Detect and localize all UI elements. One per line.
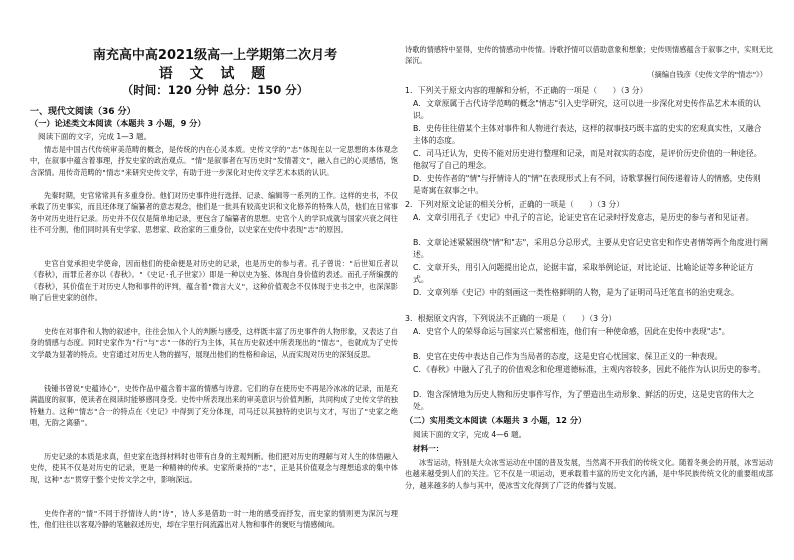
section-heading: 一、现代文阅读（36 分） <box>30 107 136 117</box>
question-2: 2．下列对原文论证的相关分析，正确的一项是（ ）（3 分） <box>405 200 625 209</box>
passage-paragraph: 史传在对事件和人物的叙述中，往往会加入个人的判断与感受，这样既丰富了历史事件的人物形象，又表达了自身的情感与态度。同时史家作为"行"与"志"一体的行为主体，其在历史叙述中所表现出的"情志"，也就成为了史传文学最为显著的特点。史官通过对历史人物的描写，展现出他们的性格和命运，从而实现对历史的深刻反思。 <box>30 327 398 359</box>
instruction-2: 阅读下面的文字，完成 4—6 题。 <box>413 430 527 439</box>
passage-paragraph: 历史记录的本质是求真，但史家在选择材料时也带有自身的主观判断。他们把对历史的理解与对人生的体悟融入史传，使其不仅是对历史的记录，更是一种精神的传承。史家所秉持的"志"，正是其价值观念与理想追求的集中体现，这种"志"贯穿于整个史传文学之中，影响深远。 <box>30 452 398 484</box>
material-label: 材料一： <box>413 444 444 453</box>
q1-option-c: C．司马迁认为，史传不能对历史进行整理和记录，而是对叙实的态度，是评价历史价值的一种途径。他叙写了自己的理念。 <box>413 149 762 170</box>
q2-option-c: C．文章开头，用引入问题提出论点，论据丰富，采取举例论证，对比论证、比喻论证等多种论证方式。 <box>413 263 754 284</box>
passage-paragraph: 史传作者的"情"不同于抒情诗人的"诗"，诗人多是借助一时一地的感受而抒发，而史家的情则更为深沉与理性，他们往往以客观冷静的笔触叙述历史，却在字里行间流露出对人物和事件的褒贬与情感倾向。 <box>30 509 398 530</box>
passage-paragraph: 钱锺书曾说"史蕴诗心"，史传作品中蕴含着丰富的情感与诗意。它们的存在使历史不再是冷冰冰的记录，而是充满温度的叙事，使读者在阅读时能够感同身受。史传中所表现出来的审美意识与价值判断，共同构成了史传文学的独特魅力。这种"情志"合一的特点在《史记》中得到了充分体现，司马迁以其独特的史识与文才，写出了"史家之绝唱，无韵之离骚"。 <box>30 384 398 427</box>
subsection-heading: （一）论述类文本阅读（本题共 3 小题，9 分） <box>30 118 206 128</box>
q1-option-a: A．文章原属于古代诗学范畴的概念"情志"引入史学研究，这可以进一步深化对史传作品艺术本质的认识。 <box>413 99 761 120</box>
q1-option-d: D．史传作者的"情"与抒情诗人的"情"在表现形式上有不同，诗歌掌握行间传递着诗人的情感，史传则是寄寓在叙事之中。 <box>413 174 761 195</box>
source-citation: （摘编自钱彦《史传文学的"情志"》） <box>647 70 767 79</box>
passage-paragraph: 先秦时期，史官常常具有多重身份。他们对历史事件进行选择、记录、编辑等一系列的工作。这样的史书，不仅承载了历史事实，而且还体现了编纂者的意志观念，他们是一批具有较高史识和文化修养的特殊人员，他们在日常事务中对历史进行记录。历史并不仅仅是简单地记录，更包含了编纂者的思想。史官个人的学识成就与国家兴衰之间往往不可分割，他们同时具有史学家、思想家、政治家的三重身份，以史家在史传中表现"志"的原因。 <box>30 191 398 234</box>
passage-paragraph: 情志是中国古代传统审美范畴的概念，是传统的内在心灵本质。史传文学的"志"体现在以一定思想的本体观念中，在叙事中蕴含着事理，抒发史家的政治观点。"情"是叙事者在写历史时"发情著文"，融入自己的心灵感悟，饱含深情。用传奇范畴的"情志"来研究史传文学，有助于进一步深化对史传文学艺术本质的认识。 <box>30 145 398 177</box>
q2-option-a: A．文章引用孔子《史记》中孔子的言论，论证史官在记录时抒发意志，是历史的参与者和见证者。 <box>413 213 754 222</box>
q1-option-b: B．史传往往借某个主体对事件和人物进行表达，这样的叙事技巧既丰富的史实的宏观真实性，又融合主体的态度。 <box>413 124 762 145</box>
q2-option-b: B．文章论述紧紧围绕"情"和"志"，采用总分总形式，主要从史官记史官史和作史者情等两个角度进行阐述。 <box>413 238 768 259</box>
question-1: 1．下列关于原文内容的理解和分析，不正确的一项是（ ）（3 分） <box>405 86 648 95</box>
q3-option-a: A．史官个人的荣辱命运与国家兴亡紧密相连，他们有一种使命感，因此在史传中表现"志"。 <box>413 327 730 336</box>
subject-title: 语 文 试 题 <box>158 66 272 82</box>
question-3: 3．根据原文内容，下列说法不正确的一项是（ ）（3 分） <box>405 314 617 323</box>
passage-paragraph: 史官自觉承担史学使命，因而他们的使命便是对历史的记录，也是历史的参与者。孔子曾说："后世知丘者以《春秋》，而罪丘者亦以《春秋》。"《史记·孔子世家》）即是一种以史为鉴、体现自身价值的表述。而孔子所编撰的《春秋》，其价值在于对历史人物和事件的评判，蕴含着"微言大义"，这种价值观念不仅体现于史书之中，也深深影响了后世史家的创作。 <box>30 259 398 302</box>
passage-continuation: 诗歌的情感特中显得，史传的情感动中传情。诗歌抒情可以借助意象和想象；史传则情感蕴含于叙事之中，实则无比深沉。 <box>405 45 773 66</box>
material-paragraph: 冰雪运动，特别是大众冰雪运动在中国的普及发展，当然离不开我们的传统文化。随着冬奥会的开展，冰雪运动也越来越受到人们的关注。它不仅是一项运动，更承载着丰富的历史文化内涵，是中华民族传统文化的重要组成部分，越来越多的人参与其中，使冰雪文化得到了广泛的传播与发展。 <box>405 458 773 490</box>
q3-option-c: C．《春秋》中融入了孔子的价值观念和伦理道德标准，主观内容较多，因此不能作为认识历史的参考。 <box>413 365 766 374</box>
instruction: 阅读下面的文字，完成 1—3 题。 <box>38 132 152 141</box>
subsection-heading-2: （二）实用类文本阅读（本题共 3 小题，12 分） <box>405 415 587 425</box>
q3-option-b: B．史官在史传中表达自己作为当局者的态度，这是史官心忧国家、保卫正义的一种表现。 <box>413 352 723 361</box>
q3-option-d: D．饱含深情地为历史人物和历史事件写作，为了塑造出生动形象、鲜活的历史，这是史官的伟大之处。 <box>413 390 755 411</box>
exam-title: 南充高中高2021级高一上学期第二次月考 <box>92 48 338 63</box>
q2-option-d: D．文章列举《史记》中的刻画这一类性格鲜明的人物，是为了证明司马迁笔直书的治史观念。 <box>413 288 739 297</box>
exam-meta: （时间：120 分钟 总分：150 分） <box>121 83 309 97</box>
